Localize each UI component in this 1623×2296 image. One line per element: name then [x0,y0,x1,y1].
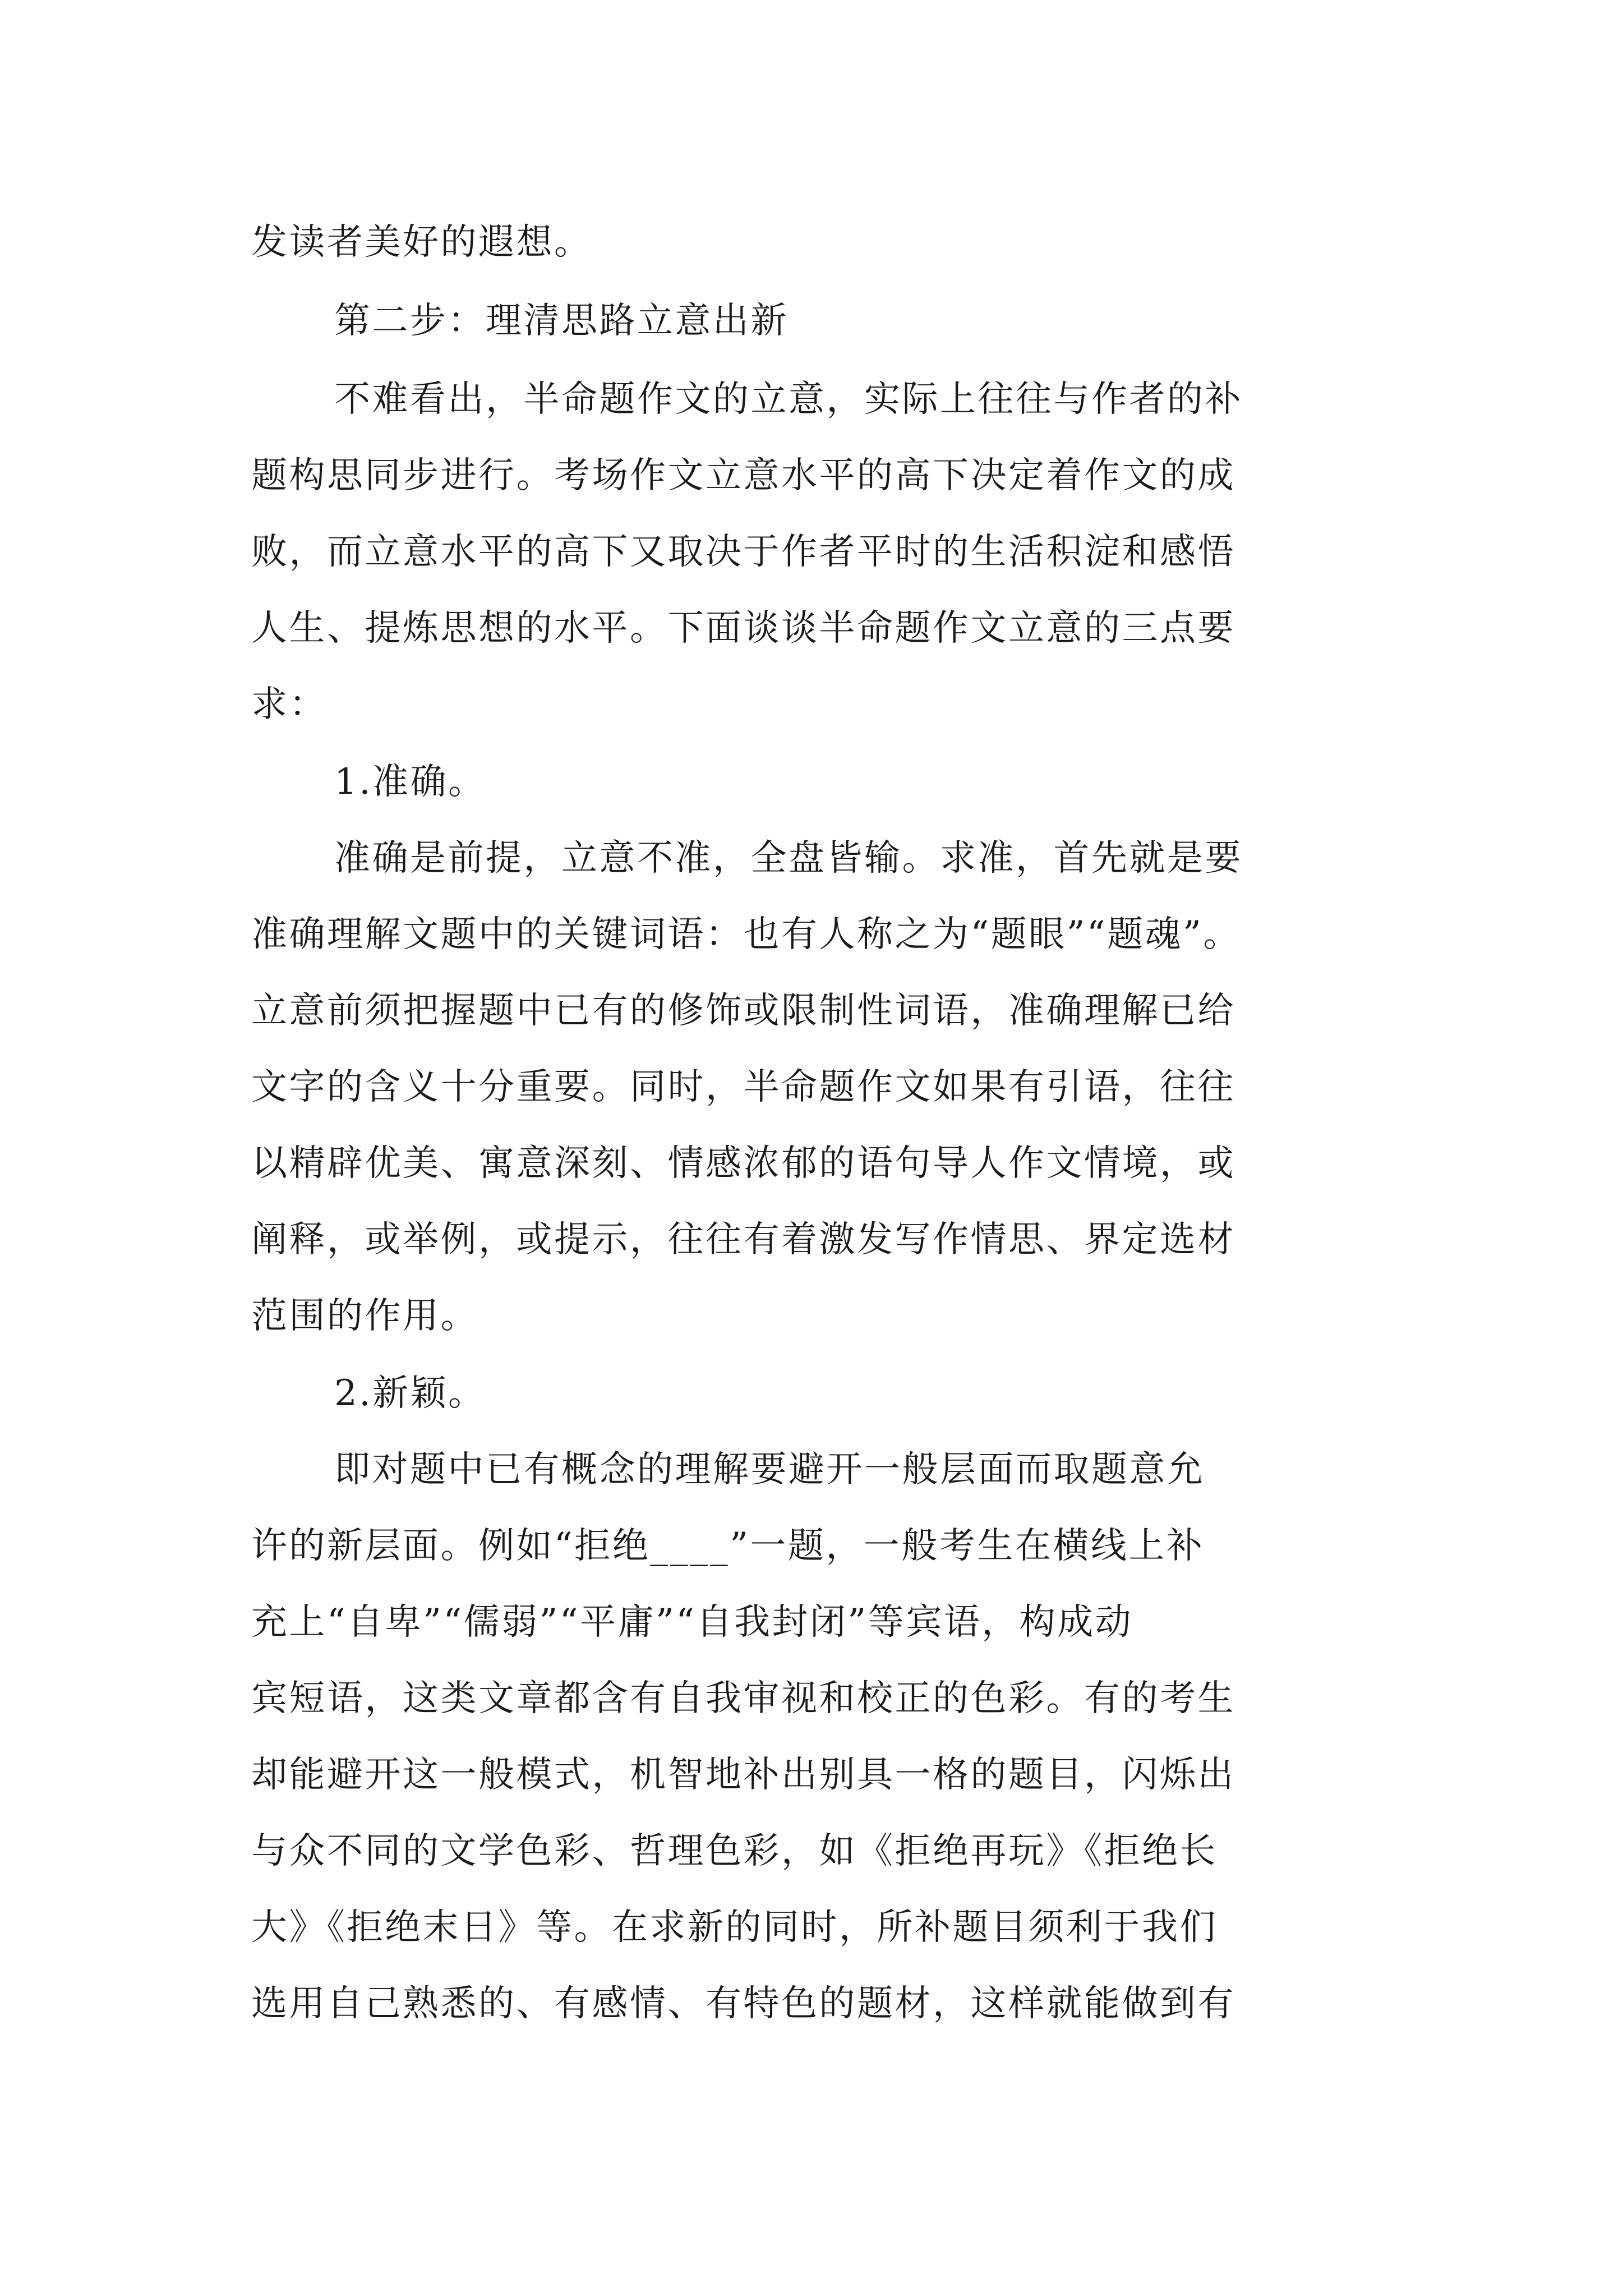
paragraph-line: 却能避开这一般模式，机智地补出别具一格的题目，闪烁出 [251,1754,1235,1796]
paragraph-line: 发读者美好的遐想。 [251,222,592,263]
paragraph-line: 选用自己熟悉的、有感情、有特色的题材，这样就能做到有 [251,1983,1235,2024]
paragraph-line: 阐释，或举例，或提示，往往有着激发写作情思、界定选材 [251,1219,1235,1260]
paragraph-line: 大》《拒绝末日》等。在求新的同时，所补题目须利于我们 [251,1907,1218,1948]
list-heading: 2.新颖。 [334,1373,486,1414]
section-heading: 第二步：理清思路立意出新 [334,300,789,342]
paragraph-line: 求： [251,684,327,725]
paragraph-line: 准确是前提，立意不准，全盘皆输。求准，首先就是要 [334,838,1243,879]
paragraph-line: 准确理解文题中的关键词语：也有人称之为“题眼”“题魂”。 [251,914,1241,955]
paragraph-line: 人生、提炼思想的水平。下面谈谈半命题作文立意的三点要 [251,608,1235,649]
paragraph-line: 不难看出，半命题作文的立意，实际上往往与作者的补 [334,379,1243,420]
paragraph-line: 许的新层面。例如“拒绝____”一题，一般考生在横线上补 [251,1525,1205,1567]
paragraph-line: 充上“自卑”“儒弱”“平庸”“自我封闭”等宾语，构成动 [251,1602,1133,1643]
paragraph-line: 即对题中已有概念的理解要避开一般层面而取题意允 [334,1449,1205,1490]
paragraph-line: 与众不同的文学色彩、哲理色彩，如《拒绝再玩》《拒绝长 [251,1830,1218,1872]
paragraph-line: 宾短语，这类文章都含有自我审视和校正的色彩。有的考生 [251,1678,1235,1719]
paragraph-line: 题构思同步进行。考场作文立意水平的高下决定着作文的成 [251,455,1235,496]
list-heading: 1.准确。 [334,761,486,803]
paragraph-line: 败，而立意水平的高下又取决于作者平时的生活积淀和感悟 [251,531,1235,573]
paragraph-line: 以精辟优美、寓意深刻、情感浓郁的语句导人作文情境，或 [251,1143,1235,1184]
paragraph-line: 立意前须把握题中已有的修饰或限制性词语，准确理解已给 [251,990,1235,1032]
paragraph-line: 文字的含义十分重要。同时，半命题作文如果有引语，往往 [251,1066,1235,1108]
paragraph-line: 范围的作用。 [251,1295,478,1337]
